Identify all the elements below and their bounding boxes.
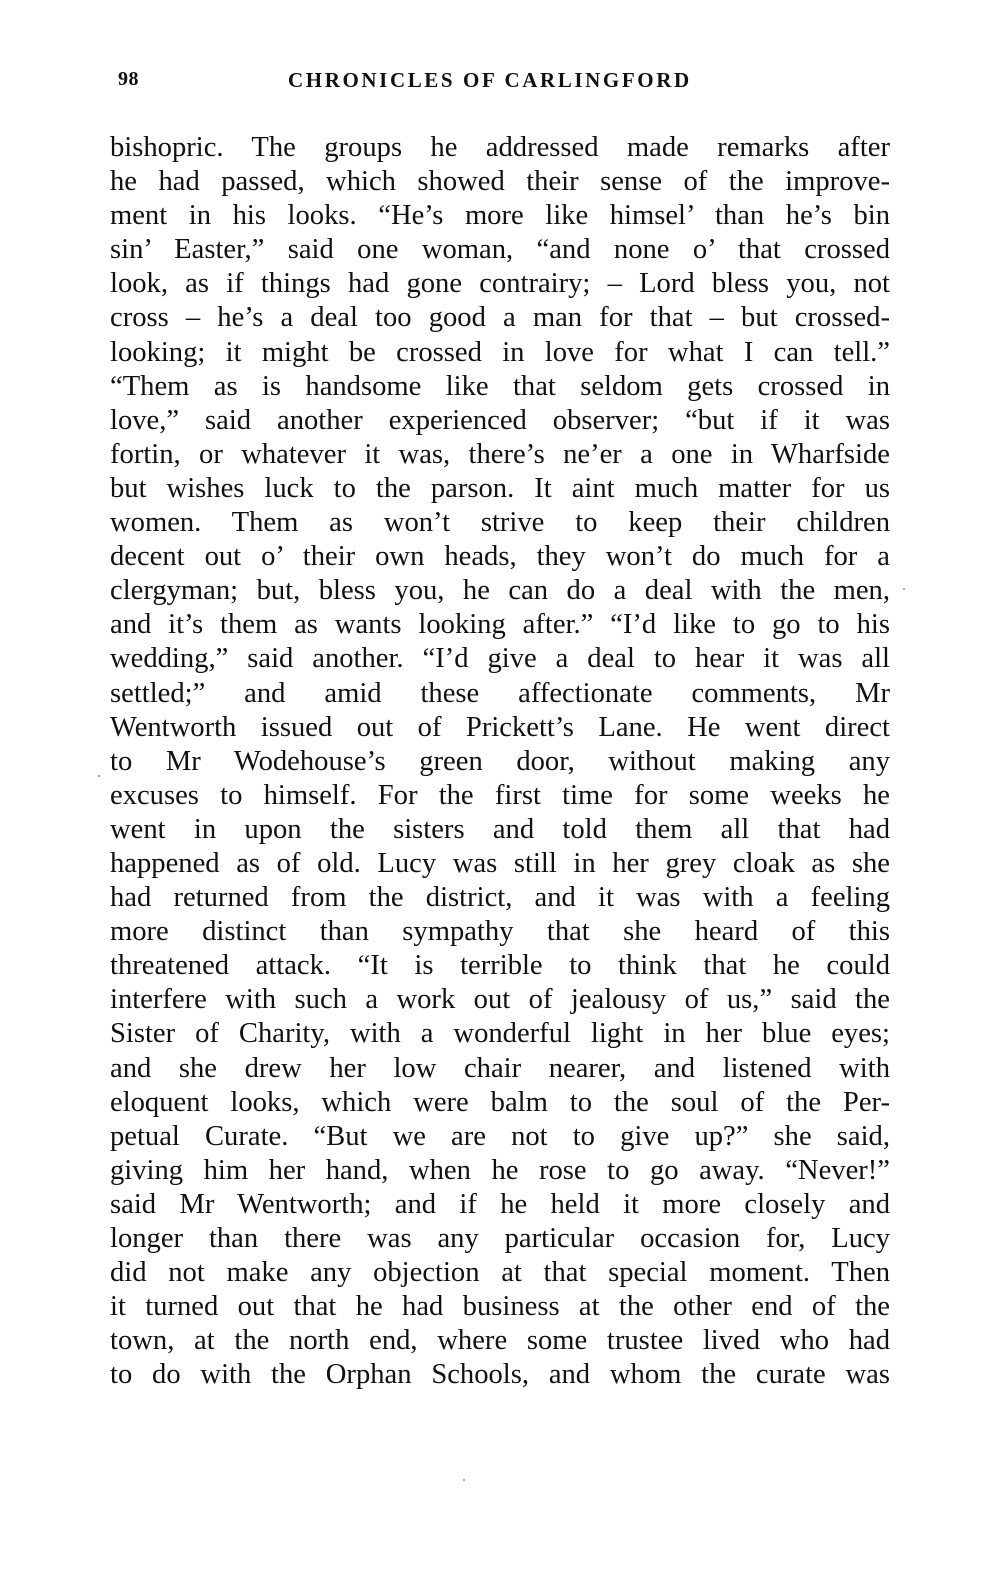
text-line: more distinct than sympathy that she heard of this bbox=[110, 916, 890, 948]
running-title: CHRONICLES OF CARLINGFORD bbox=[288, 68, 692, 92]
text-line: clergyman; but, bless you, he can do a deal with the men, bbox=[110, 575, 890, 607]
text-line: bishopric. The groups he addressed made remarks after bbox=[110, 132, 890, 163]
scan-speck bbox=[463, 1479, 465, 1481]
body-text bbox=[110, 131, 890, 1392]
text-line: it turned out that he had business at the other end of the bbox=[110, 1291, 890, 1323]
text-line: happened as of old. Lucy was still in her grey cloak as she bbox=[110, 847, 890, 879]
text-line: ment in his looks. “He’s more like himsel’ than he’s bin bbox=[110, 200, 890, 232]
text-line: to Mr Wodehouse’s green door, without making any bbox=[110, 745, 890, 777]
running-header bbox=[118, 68, 888, 104]
text-line: wedding,” said another. “I’d give a deal to hear it was all bbox=[110, 643, 890, 675]
text-line: look, as if things had gone contrairy; – Lord bless you, not bbox=[110, 268, 890, 300]
text-line: excuses to himself. For the first time for some weeks he bbox=[110, 779, 890, 811]
text-line: looking; it might be crossed in love for what I can tell.” bbox=[110, 336, 890, 368]
text-line: town, at the north end, where some trustee lived who had bbox=[110, 1325, 890, 1357]
text-line: fortin, or whatever it was, there’s ne’er a one in Wharfside bbox=[110, 438, 890, 470]
text-line: “Them as is handsome like that seldom gets crossed in bbox=[110, 370, 890, 402]
text-line: cross – he’s a deal too good a man for that – but crossed- bbox=[110, 302, 890, 334]
text-line: went in upon the sisters and told them all that had bbox=[110, 813, 890, 845]
page-number: 98 bbox=[118, 68, 139, 90]
text-line: had returned from the district, and it was with a feeling bbox=[110, 882, 890, 914]
text-line: said Mr Wentworth; and if he held it more closely and bbox=[110, 1188, 890, 1220]
text-line: longer than there was any particular occasion for, Lucy bbox=[110, 1223, 890, 1254]
text-line: he had passed, which showed their sense of the improve- bbox=[110, 166, 890, 198]
text-line: giving him her hand, when he rose to go away. “Never!” bbox=[110, 1154, 890, 1186]
text-line: did not make any objection at that special moment. Then bbox=[110, 1257, 890, 1289]
text-line: sin’ Easter,” said one woman, “and none o’ that crossed bbox=[110, 234, 890, 266]
text-line: but wishes luck to the parson. It aint much matter for us bbox=[110, 472, 890, 504]
text-line: and it’s them as wants looking after.” “I’d like to go to his bbox=[110, 609, 890, 641]
text-line: threatened attack. “It is terrible to think that he could bbox=[110, 950, 890, 982]
scan-speck bbox=[903, 588, 905, 590]
text-line: eloquent looks, which were balm to the soul of the Per- bbox=[110, 1086, 890, 1118]
text-line: settled;” and amid these affectionate comments, Mr bbox=[110, 677, 890, 709]
text-line: love,” said another experienced observer; “but if it was bbox=[110, 404, 890, 436]
text-line: Sister of Charity, with a wonderful light in her blue eyes; bbox=[110, 1018, 890, 1050]
text-line: Wentworth issued out of Prickett’s Lane. He went direct bbox=[110, 711, 890, 743]
text-line: to do with the Orphan Schools, and whom the curate was bbox=[110, 1359, 890, 1391]
text-line: interfere with such a work out of jealousy of us,” said the bbox=[110, 984, 890, 1016]
text-line: decent out o’ their own heads, they won’t do much for a bbox=[110, 541, 890, 573]
scan-speck bbox=[98, 775, 100, 777]
text-line: women. Them as won’t strive to keep their children bbox=[110, 507, 890, 539]
text-line: and she drew her low chair nearer, and listened with bbox=[110, 1052, 890, 1084]
text-line: petual Curate. “But we are not to give up?” she said, bbox=[110, 1120, 890, 1152]
